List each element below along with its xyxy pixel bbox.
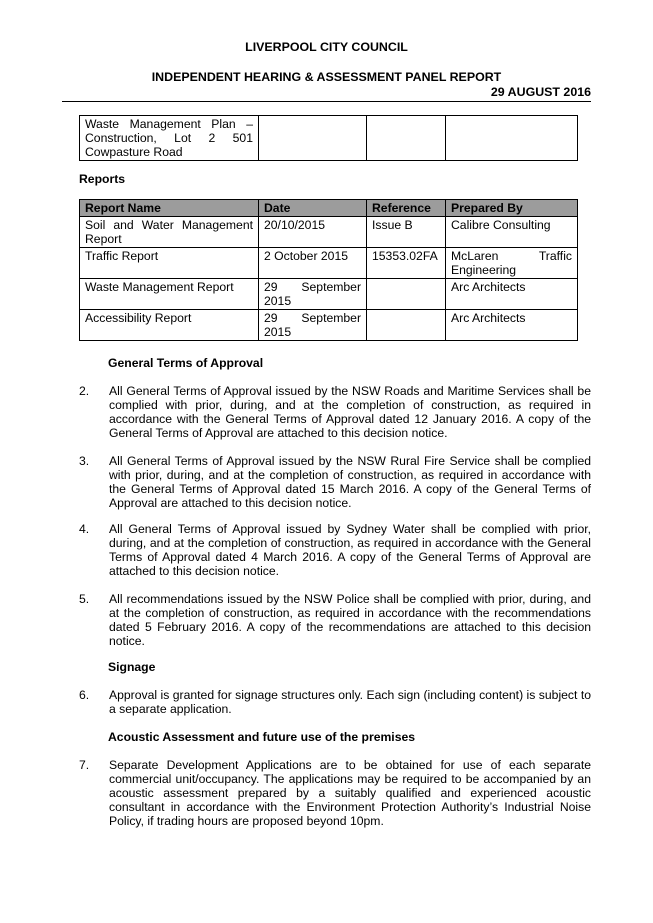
table-cell: 29 September 2015 [259,310,367,341]
table-cell: 29 September 2015 [259,279,367,310]
table-cell: 20/10/2015 [259,217,367,248]
council-name: LIVERPOOL CITY COUNCIL [245,40,408,54]
table-cell: Calibre Consulting [446,217,578,248]
table-cell: Soil and Water Management Report [80,217,259,248]
table-cell: Traffic Report [80,248,259,279]
report-date: 29 AUGUST 2016 [490,85,591,99]
table-cell: Arc Architects [446,279,578,310]
item-number: 6. [79,688,90,702]
column-header: Report Name [80,200,259,217]
header-rule [62,101,591,102]
table-cell [367,116,446,161]
top-table [79,115,578,161]
acoustic-heading: Acoustic Assessment and future use of the premises [108,730,416,744]
item-text: All General Terms of Approval issued by the NSW Roads and Maritime Services shall be complied with prior, during, and at the completion of construction, as required in accordance with the General Terms of Approval dated 12 January 2016. A copy of the General Terms of Approval are attached to this decision notice. [109,384,591,440]
item-text: Approval is granted for signage structures only. Each sign (including content) is subject to a separate application. [109,688,591,716]
table-row [80,310,578,341]
table-header-row [80,200,578,217]
general-terms-heading: General Terms of Approval [108,356,264,370]
item-text: All General Terms of Approval issued by Sydney Water shall be complied with prior, during, and at the completion of construction, as required in accordance with the General Terms of Approval dated 4 March 2016. A copy of the General Terms of Approval are attached to this decision notice. [109,522,591,578]
table-cell: 2 October 2015 [259,248,367,279]
table-cell: 15353.02FA [367,248,446,279]
table-cell [259,116,367,161]
table-cell: Arc Architects [446,310,578,341]
table-cell [446,116,578,161]
table-cell: McLaren Traffic Engineering [446,248,578,279]
item-number: 5. [79,592,90,606]
item-number: 4. [79,522,90,536]
item-number: 3. [79,454,90,468]
item-number: 7. [79,758,90,772]
table-cell: Waste Management Report [80,279,259,310]
report-title: INDEPENDENT HEARING & ASSESSMENT PANEL REPORT [151,70,502,84]
reports-heading: Reports [79,172,126,186]
item-number: 2. [79,384,90,398]
table-row [80,279,578,310]
reports-table [79,199,578,341]
column-header: Date [259,200,367,217]
table-cell [367,310,446,341]
table-row [80,248,578,279]
table-cell: Issue B [367,217,446,248]
item-text: All recommendations issued by the NSW Police shall be complied with prior, during, and at the completion of construction, as required in accordance with the recommendations dated 5 February 2016. A copy of the recommendations are attached to this decision notice. [109,592,591,648]
table-cell: Waste Management Plan – Construction, Lot 2 501 Cowpasture Road [80,116,259,161]
signage-heading: Signage [108,660,156,674]
column-header: Reference [367,200,446,217]
column-header: Prepared By [446,200,578,217]
table-row [80,116,578,161]
table-row [80,217,578,248]
table-cell [367,279,446,310]
item-text: Separate Development Applications are to be obtained for use of each separate commercial unit/occupancy. The applications may be required to be accompanied by an acoustic assessment prepared by a suitably qualified and experienced acoustic consultant in accordance with the Environment Protection Authority’s Industrial Noise Policy, if trading hours are proposed beyond 10pm. [109,758,591,828]
table-cell: Accessibility Report [80,310,259,341]
item-text: All General Terms of Approval issued by the NSW Rural Fire Service shall be complied with prior, during, and at the completion of construction, as required in accordance with the General Terms of Approval dated 15 March 2016. A copy of the General Terms of Approval are attached to this decision notice. [109,454,591,510]
